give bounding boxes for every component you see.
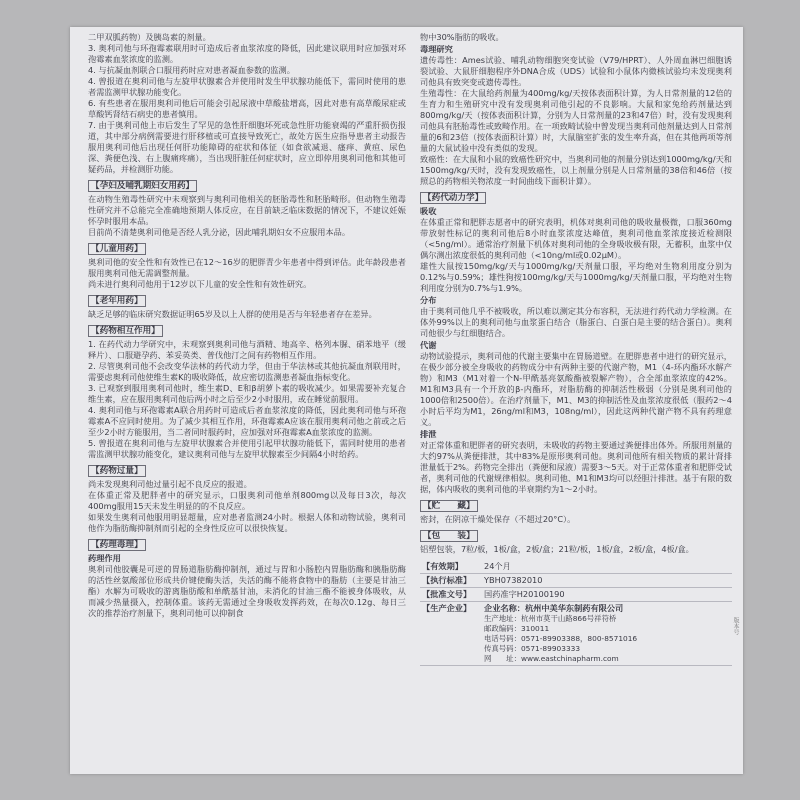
paragraph: 缺乏足够的临床研究数据证明65岁及以上人群的使用是否与年轻患者存在差异。 xyxy=(88,309,377,319)
paragraph: 7. 由于奥利司他上市后发生了罕见的急性肝细胞坏死或急性肝功能衰竭的严重肝损伤报道，其中部分病例需要进行肝移植或可直接导致死亡，故处方医生应指导患者主动报告服用奥利司他后出现任何肝功能障碍的症状和体征（如食欲减退、瘙痒、黄疸、尿色深、粪便色浅、右上腹痛疼痛），当出现肝脏任何症状时，应立即停用奥利司他和其他可疑药品，并检测肝功能。 xyxy=(88,120,406,174)
paragraph: 如果发生奥利司他服用明显超量，应对患者监测24小时。根据人体和动物试验，奥利司他作为脂肪酶抑制剂而引起的全身性反应可以很快恢复。 xyxy=(88,512,406,533)
paragraph: 二甲双胍药物）及胰岛素的剂量。 xyxy=(88,32,211,42)
subheading-absorption: 吸收 xyxy=(420,206,437,216)
table-value xyxy=(482,602,732,666)
subheading-toxicology-study: 毒理研究 xyxy=(420,44,453,54)
paragraph: 6. 有些患者在服用奥利司他后可能会引起尿液中草酸盐增高，因此对患有高草酸尿症或草酸钙肾结石病史的患者慎用。 xyxy=(88,98,406,119)
table-value: 24个月 xyxy=(482,560,732,574)
manufacturer-line: 邮政编码：310011 xyxy=(484,624,550,633)
paragraph: 4. 奥利司他与环孢霉素A联合用药时可造成后者血浆浓度的降低，因此奥利司他与环孢霉素A不应同时使用。为了减少其相互作用，环孢霉素A应该在服用奥利司他之前或之后至少2小时方能服用，当二者同时服药时，应加强对环孢霉素A血浆浓度的监测。 xyxy=(88,405,406,437)
paragraph: 动物试验提示，奥利司他的代谢主要集中在胃肠道壁。在肥胖患者中进行的研究显示，在极少部分被全身吸收的药物成分中有两种主要的代谢产物，M1（4-环内酯环水解产物）和M3（M1对着一个N-甲酰基亮氨酸酯被裂解产物），合全部血浆浓度的42%。M1和M3具有一个开放的β-内酯环，对脂肪酶的抑制活性极弱（分别是奥利司他的1000倍和2500倍）。在治疗剂量下，M1、M3的抑制活性及血浆浓度很低（服药2～4小时后平均为M1，26ng/ml和M3，108ng/ml），因此这两种代谢产物不具有药理意义。 xyxy=(420,351,732,427)
paragraph: 尚未发现奥利司他过量引起不良反应的报道。 xyxy=(88,479,252,489)
heading-text: 【孕妇及哺乳期妇女用药】 xyxy=(88,180,197,192)
paragraph: 遗传毒性：Ames试验、哺乳动物细胞突变试验（V79/HPRT）、人外周血淋巴细胞诱裂试验、大鼠肝细胞程序外DNA合成（UDS）试验和小鼠体内微核试验均未发现奥利司他具有致突变或遗传毒性。 xyxy=(420,55,732,87)
paragraph: 由于奥利司他几乎不被吸收，所以难以测定其分布容积，无法进行药代动力学检测。在体外99%以上的奥利司他与血浆蛋白结合（脂蛋白、白蛋白是主要的结合蛋白）。奥利司他很少与红细胞结合。 xyxy=(420,306,732,338)
table-value: YBH07382010 xyxy=(482,574,732,588)
left-column xyxy=(88,32,406,619)
manufacturer-line: 电话号码：0571-89903388，800-8571016 xyxy=(484,634,638,643)
paragraph: 3. 已观察到服用奥利司他时，维生素D、E和β胡萝卜素的吸收减少。如果需要补充复合维生素，应在服用奥利司他后两小时之后至少2小时服用，或在睡觉前服用。 xyxy=(88,383,406,404)
subheading-metabolism: 代谢 xyxy=(420,340,437,350)
table-row xyxy=(420,588,732,602)
section-heading-interaction xyxy=(88,326,406,337)
table-key: 【有效期】 xyxy=(420,560,482,574)
subheading-excretion: 排泄 xyxy=(420,429,437,439)
section-heading-children xyxy=(88,244,406,255)
heading-text: 【儿童用药】 xyxy=(88,243,146,255)
heading-text: 【药理毒理】 xyxy=(88,539,146,551)
heading-text: 【药代动力学】 xyxy=(420,192,486,204)
paragraph: 目前尚不清楚奥利司他是否经人乳分泌，因此哺乳期妇女不应服用本品。 xyxy=(88,227,351,237)
paragraph: 对正常体重和肥胖者的研究表明，未吸收的药物主要通过粪便排出体外。所服用剂量的大约97%从粪便排泄，其中83%是原形奥利司他。奥利司他所有相关物质的累计肾排泄量低于2%。药物完全排出（粪便和尿液）需要3～5天。对于正常体重者和肥胖受试者，奥利司他的代谢规律相似。奥利司他、M1和M3均可以经胆汁排泄。基于有限的数据，体内吸收的奥利司他的半衰期约为1～2小时。 xyxy=(420,440,732,494)
paragraph: 奥利司他的安全性和有效性已在12～16岁的肥胖青少年患者中得到评估。此年龄段患者服用奥利司他无需调整剂量。 xyxy=(88,257,406,278)
subheading-pharmacology: 药理作用 xyxy=(88,553,121,563)
paragraph: 3. 奥利司他与环孢霉素联用时可造成后者血浆浓度的降低，因此建议联用时应加强对环孢霉素血浆浓度的监测。 xyxy=(88,43,406,64)
heading-text: 【贮 藏】 xyxy=(420,500,478,512)
manufacturer-line: 网 址：www.eastchinapharm.com xyxy=(484,654,619,663)
package-text: 铝塑包装，7粒/板，1板/盒，2板/盒；21粒/板，1板/盒，2板/盒，4板/盒。 xyxy=(420,544,694,554)
storage-text: 密封，在阴凉干燥处保存（不超过20°C）。 xyxy=(420,514,576,524)
manufacturer-line: 生产地址：杭州市莫干山路866号祥符桥 xyxy=(484,614,617,623)
section-heading-toxicology xyxy=(88,540,406,551)
section-heading-overdose xyxy=(88,466,406,477)
paragraph: 在体重正常及肥胖者中的研究显示，口服奥利司他单剂800mg以及每日3次，每次400mg服用15天未发生明显的的不良反应。 xyxy=(88,490,406,511)
paragraph: 物中30%脂肪的吸收。 xyxy=(420,32,504,42)
paragraph: 尚未进行奥利司他用于12岁以下儿童的安全性和有效性研究。 xyxy=(88,279,312,289)
section-heading-pregnancy xyxy=(88,181,406,192)
paragraph: 生殖毒性：在大鼠给药剂量为400mg/kg/天按体表面积计算，为人日常剂量的12倍的生育力和生殖研究中没有发现奥利司他引起的不良影响。大鼠和家兔给药剂量达到800mg/kg/天（按体表面积计算，分别为人日常剂量的23和47倍）时，没有发现奥利司他具有胚胎毒性或致畸作用。在一项致畸试验中曾发现当奥利司他剂量达到人日常剂量的6和23倍（按体表面积计算）时，大鼠脑室扩张的发生率升高，但在其他两项等剂量的大鼠试验中没有类似的发现。 xyxy=(420,88,732,153)
subheading-distribution: 分布 xyxy=(420,295,437,305)
table-key: 【执行标准】 xyxy=(420,574,482,588)
paragraph: 5. 曾报道在奥利司他与左旋甲状腺素合并使用引起甲状腺功能低下，需同时使用的患者需监测甲状腺功能变化，建议奥利司他与左旋甲状腺素至少间隔4小时给药。 xyxy=(88,438,406,459)
table-key: 【生产企业】 xyxy=(420,602,482,666)
paragraph: 4. 曾报道在奥利司他与左旋甲状腺素合并使用时发生甲状腺功能低下，需同时使用的患者需监测甲状腺功能变化。 xyxy=(88,76,406,97)
table-key: 【批准文号】 xyxy=(420,588,482,602)
heading-text: 【老年用药】 xyxy=(88,295,146,307)
table-row xyxy=(420,602,732,666)
table-row xyxy=(420,574,732,588)
paragraph: 雄性大鼠按150mg/kg/天与1000mg/kg/天剂量口服，平均绝对生物利用度分别为0.12%与0.59%；雄性狗按100mg/kg/天与1000mg/kg/天剂量口服，平均绝对生物利用度分别为0.7%与1.9%。 xyxy=(420,261,732,293)
section-heading-pharmacokinetics xyxy=(420,193,732,204)
paragraph: 在体重正常和肥胖志愿者中的研究表明，机体对奥利司他的吸收量极微，口服360mg带放射性标记的奥利司他后8小时血浆浓度达峰值，奥利司他血浆浓度接近检测限（<5ng/ml）。通常治疗剂量下机体对奥利司他的全身吸收极有限，无蓄积，血浆中仅偶尔测出浓度很低的奥利司他（<10ng/ml或0.02μM）。 xyxy=(420,217,732,260)
manufacturer-name: 企业名称：杭州中美华东制药有限公司 xyxy=(484,603,624,613)
product-info-table xyxy=(420,560,732,666)
paragraph: 1. 在药代动力学研究中，未观察到奥利司他与酒精、地高辛、格列本脲、硝苯地平（缓释片）、口服避孕药、苯妥英类、普伐他汀之间有药物相互作用。 xyxy=(88,339,406,360)
package-insert-sheet xyxy=(70,27,743,774)
heading-text: 【药物相互作用】 xyxy=(88,325,163,337)
paragraph: 奥利司他胶囊是可逆的胃肠道脂肪酶抑制剂，通过与胃和小肠腔内胃脂肪酶和胰脂肪酶的活性丝氨酸部位形成共价键使酶失活，失活的酶不能将食物中的脂肪（主要是甘油三酯）水解为可吸收的游离脂肪酸和单酰基甘油，未消化的甘油三酯不能被身体吸收，从而减少热量摄入，控制体重。该药无需通过全身吸收发挥药效，在每次0.12g、每日三次的推荐治疗剂量下，奥利司他可以抑制食 xyxy=(88,564,406,618)
heading-text: 【药物过量】 xyxy=(88,465,146,477)
paragraph: 4. 与抗凝血剂联合口服用药时应对患者凝血参数的监测。 xyxy=(88,65,295,75)
manufacturer-line: 传真号码：0571-89903333 xyxy=(484,644,581,653)
section-heading-package xyxy=(420,531,732,542)
section-heading-elderly xyxy=(88,296,406,307)
paragraph: 2. 尽管奥利司他不会改变华法林的药代动力学，但由于华法林或其他抗凝血剂联用时，需要虑奥利司他使维生素K的吸收降低，故应密切监测患者凝血指标变化。 xyxy=(88,361,406,382)
table-row xyxy=(420,560,732,574)
paragraph: 在动物生殖毒性研究中未观察到与奥利司他相关的胚胎毒性和胚胎畸形。但动物生殖毒性研究并不总能完全准确地预期人体反应，在目前缺乏临床数据的情况下，不建议妊娠怀孕时服用本品。 xyxy=(88,194,406,226)
paragraph: 致癌性：在大鼠和小鼠的致癌性研究中，当奥利司他的剂量分别达到1000mg/kg/天和1500mg/kg/天时，没有发现致癌性，以上剂量分别是人日常剂量的38倍和46倍（按照总的药物相关物浓度一时间曲线下面积计算）。 xyxy=(420,154,732,186)
table-value: 国药准字H20100190 xyxy=(482,588,732,602)
edge-version-mark: 版本号 xyxy=(732,617,739,635)
section-heading-storage xyxy=(420,501,732,512)
right-column xyxy=(420,32,732,666)
heading-text: 【包 装】 xyxy=(420,530,478,542)
